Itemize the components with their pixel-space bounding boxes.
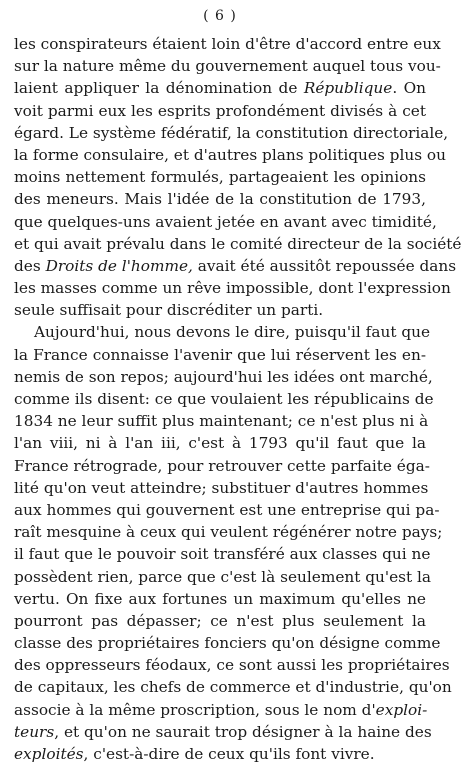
text-line [14, 632, 441, 654]
text-segment: la France connaisse l'avenir que lui réservent les en- [14, 345, 426, 364]
text-segment: il faut que le pouvoir soit transféré aux classes qui ne [14, 545, 431, 564]
text-segment: France rétrograde, pour retrouver cette parfaite éga- [14, 456, 430, 475]
text-line [14, 588, 426, 610]
text-segment: possèdent rien, parce que c'est là seulement qu'est la [14, 567, 432, 586]
text-segment: Aujourd'hui, nous devons le dire, puisqu'il faut que [34, 323, 431, 342]
text-segment: sur la nature même du gouvernement auquel tous vou- [14, 57, 441, 76]
text-segment: raît mesquine à ceux qui veulent régénérer notre pays; [14, 523, 443, 542]
text-segment: des meneurs. Mais l'idée de la constitution de 1793, [14, 190, 426, 209]
body-text [14, 33, 462, 765]
text-line [14, 299, 426, 321]
text-line [14, 388, 434, 410]
text-segment: et qui avait prévalu dans le comité directeur de la société [14, 234, 462, 253]
text-line [14, 676, 452, 698]
italic-text: exploi- [375, 700, 428, 719]
text-segment: moins nettement formulés, partageaient les opinions [14, 168, 426, 187]
text-segment: les conspirateurs étaient loin d'être d'accord entre eux [14, 35, 441, 53]
italic-text: République [303, 79, 393, 98]
text-line [14, 410, 429, 432]
text-segment: associe à la même proscription, sous le nom d' [14, 700, 376, 719]
text-segment: des [14, 256, 46, 275]
text-line [14, 566, 432, 588]
text-segment: seule suffisait pour discréditer un parti. [14, 301, 324, 320]
text-line [14, 654, 450, 676]
text-line [14, 366, 433, 388]
text-segment: comme ils disent: ce que voulaient les républicains de [14, 390, 434, 408]
text-line [14, 166, 426, 188]
text-line [14, 277, 451, 299]
italic-text: teurs [14, 722, 55, 741]
text-segment: vertu. On fixe aux fortunes un maximum qu'elles ne [14, 589, 426, 608]
text-segment: pourront pas dépasser; ce n'est plus seulement la [14, 611, 426, 630]
italic-text: exploités [14, 745, 84, 763]
text-line [14, 521, 443, 543]
text-segment: la forme consulaire, et d'autres plans politiques plus ou [14, 145, 446, 164]
text-line [14, 699, 426, 721]
text-line [14, 721, 432, 743]
text-line [14, 233, 462, 255]
text-segment: nemis de son repos; aujourd'hui les idées ont marché, [14, 367, 433, 386]
text-line [14, 33, 441, 55]
text-line [14, 211, 437, 233]
page-number: ( 6 ) [203, 8, 237, 24]
text-segment: avait été aussitôt repoussée dans [192, 256, 457, 275]
text-segment: des oppresseurs féodaux, ce sont aussi les propriétaires [14, 656, 450, 675]
text-line [14, 122, 449, 144]
text-segment: les masses comme un rêve impossible, dont l'expression [14, 279, 451, 298]
text-segment: égard. Le système fédératif, la constitution directoriale, [14, 123, 449, 142]
text-segment: voit parmi eux les esprits profondément divisés à cet [14, 101, 426, 120]
text-segment: , c'est-à-dire de ceux qu'ils font vivre. [83, 745, 375, 763]
text-line [14, 743, 426, 765]
paragraph [14, 33, 462, 321]
text-segment: classe des propriétaires fonciers qu'on désigne comme [14, 634, 441, 653]
text-line [14, 455, 430, 477]
text-line [14, 100, 426, 122]
text-line [14, 543, 431, 565]
text-line [14, 188, 426, 210]
text-segment: que quelques-uns avaient jetée en avant avec timidité, [14, 212, 437, 231]
text-segment: de capitaux, les chefs de commerce et d'industrie, qu'on [14, 678, 452, 697]
text-segment: , et qu'on ne saurait trop désigner à la haine des [54, 722, 432, 741]
text-segment: aux hommes qui gouvernent est une entreprise qui pa- [14, 500, 440, 519]
text-line [14, 477, 429, 499]
text-line [14, 499, 440, 521]
paragraph [14, 321, 452, 765]
text-line [14, 77, 426, 99]
text-line [14, 321, 431, 343]
text-line [14, 344, 426, 366]
text-segment: l'an viii, ni à l'an iii, c'est à 1793 qu'il faut que la [14, 434, 426, 453]
text-segment: . On [392, 79, 426, 98]
text-line [14, 55, 441, 77]
text-line [14, 610, 426, 632]
text-line [14, 144, 446, 166]
text-segment: 1834 ne leur suffit plus maintenant; ce n'est plus ni à [14, 412, 429, 431]
text-line [14, 432, 426, 454]
text-line [14, 255, 457, 277]
text-segment: lité qu'on veut atteindre; substituer d'autres hommes [14, 478, 429, 497]
italic-text: Droits de l'homme, [45, 256, 193, 275]
text-segment: laient appliquer la dénomination de [14, 79, 304, 98]
